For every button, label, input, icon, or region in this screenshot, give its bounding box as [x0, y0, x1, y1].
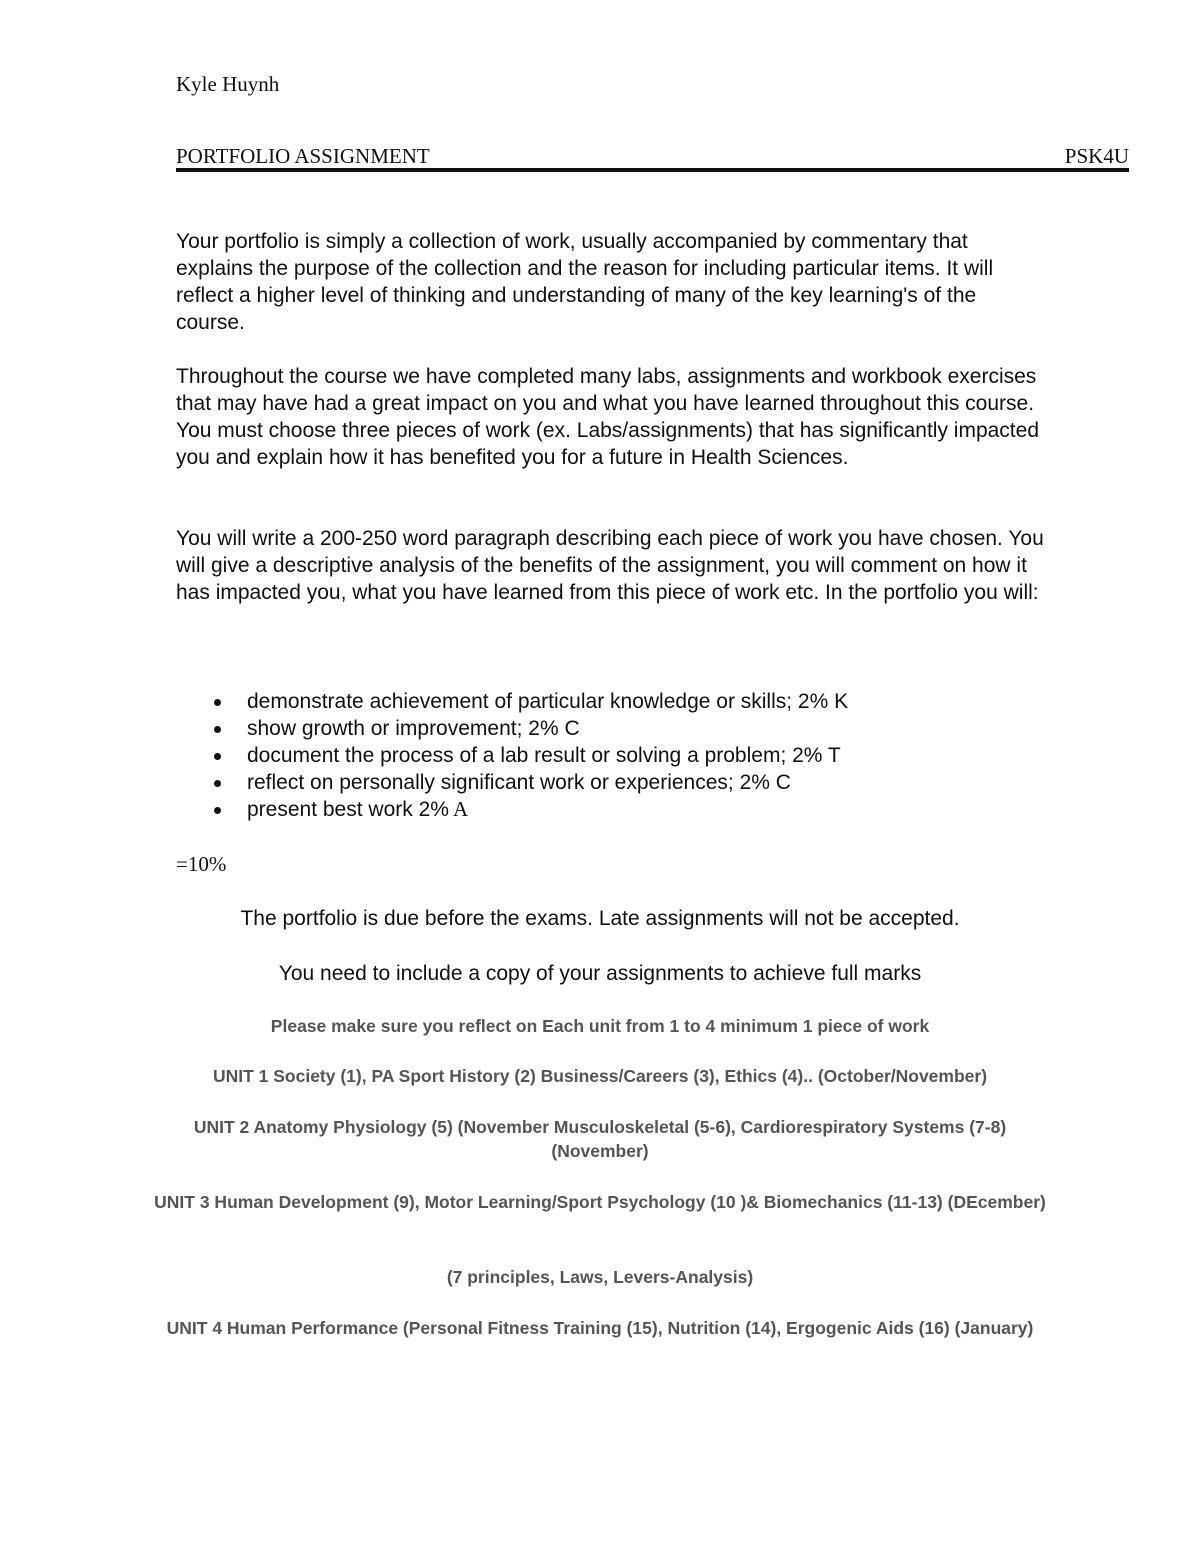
criteria-list	[176, 688, 848, 823]
include-copy-note: You need to include a copy of your assignments to achieve full marks	[278, 962, 922, 985]
bullet-icon	[214, 699, 221, 706]
unit-2-line: UNIT 2 Anatomy Physiology (5) (November Musculoskeletal (5-6), Cardiorespiratory Systems (7-8) (November)	[193, 1117, 1007, 1161]
criteria-text: demonstrate achievement of particular knowledge or skills; 2% K	[247, 690, 849, 713]
criteria-text: reflect on personally significant work or experiences; 2% C	[247, 771, 791, 794]
course-code: PSK4U	[1064, 144, 1129, 168]
bullet-icon	[214, 753, 221, 760]
bullet-icon	[214, 726, 221, 733]
list-item	[176, 688, 848, 715]
unit-1-line: UNIT 1 Society (1), PA Sport History (2) Business/Careers (3), Ethics (4).. (October/November)	[212, 1066, 988, 1086]
due-date-note: The portfolio is due before the exams. Late assignments will not be accepted.	[240, 907, 960, 930]
bullet-icon	[214, 780, 221, 787]
title-underline	[176, 168, 1129, 172]
list-item	[176, 742, 848, 769]
unit-4-line: UNIT 4 Human Performance (Personal Fitness Training (15), Nutrition (14), Ergogenic Aids (16) (January)	[166, 1318, 1034, 1338]
criteria-text-tail: A	[448, 797, 469, 821]
document-header	[176, 144, 1129, 168]
unit-3-line: UNIT 3 Human Development (9), Motor Learning/Sport Psychology (10 )& Biomechanics (11-13) (DEcember)	[154, 1192, 1046, 1212]
total-weight: =10%	[176, 852, 227, 876]
list-item	[176, 715, 848, 742]
list-item	[176, 769, 848, 796]
course-work-paragraph: Throughout the course we have completed many labs, assignments and workbook exercises that may have had a great impact on you and what you have learned throughout this course. You must choose three pieces of work (ex. Labs/assignments) that has significantly impacted you and explain how it has benefited you for a future in Health Sciences.	[176, 365, 1039, 469]
list-item	[176, 796, 848, 823]
document-title: PORTFOLIO ASSIGNMENT	[176, 144, 430, 168]
criteria-text: show growth or improvement; 2% C	[247, 717, 580, 740]
writing-instructions-paragraph: You will write a 200-250 word paragraph describing each piece of work you have chosen. You will give a descriptive analysis of the benefits of the assignment, you will comment on how it has impacted you, what you have learned from this piece of work etc. In the portfolio you will:	[176, 527, 1044, 604]
bullet-icon	[214, 807, 221, 814]
reflect-note: Please make sure you reflect on Each unit from 1 to 4 minimum 1 piece of work	[270, 1016, 930, 1036]
intro-paragraph: Your portfolio is simply a collection of work, usually accompanied by commentary that explains the purpose of the collection and the reason for including particular items. It will reflect a higher level of thinking and understanding of many of the key learning's of the course.	[176, 230, 994, 334]
author-name: Kyle Huynh	[176, 72, 280, 96]
criteria-text: document the process of a lab result or solving a problem; 2% T	[247, 744, 841, 767]
unit-3-note: (7 principles, Laws, Levers-Analysis)	[446, 1267, 754, 1287]
criteria-text: present best work 2%	[247, 798, 449, 821]
